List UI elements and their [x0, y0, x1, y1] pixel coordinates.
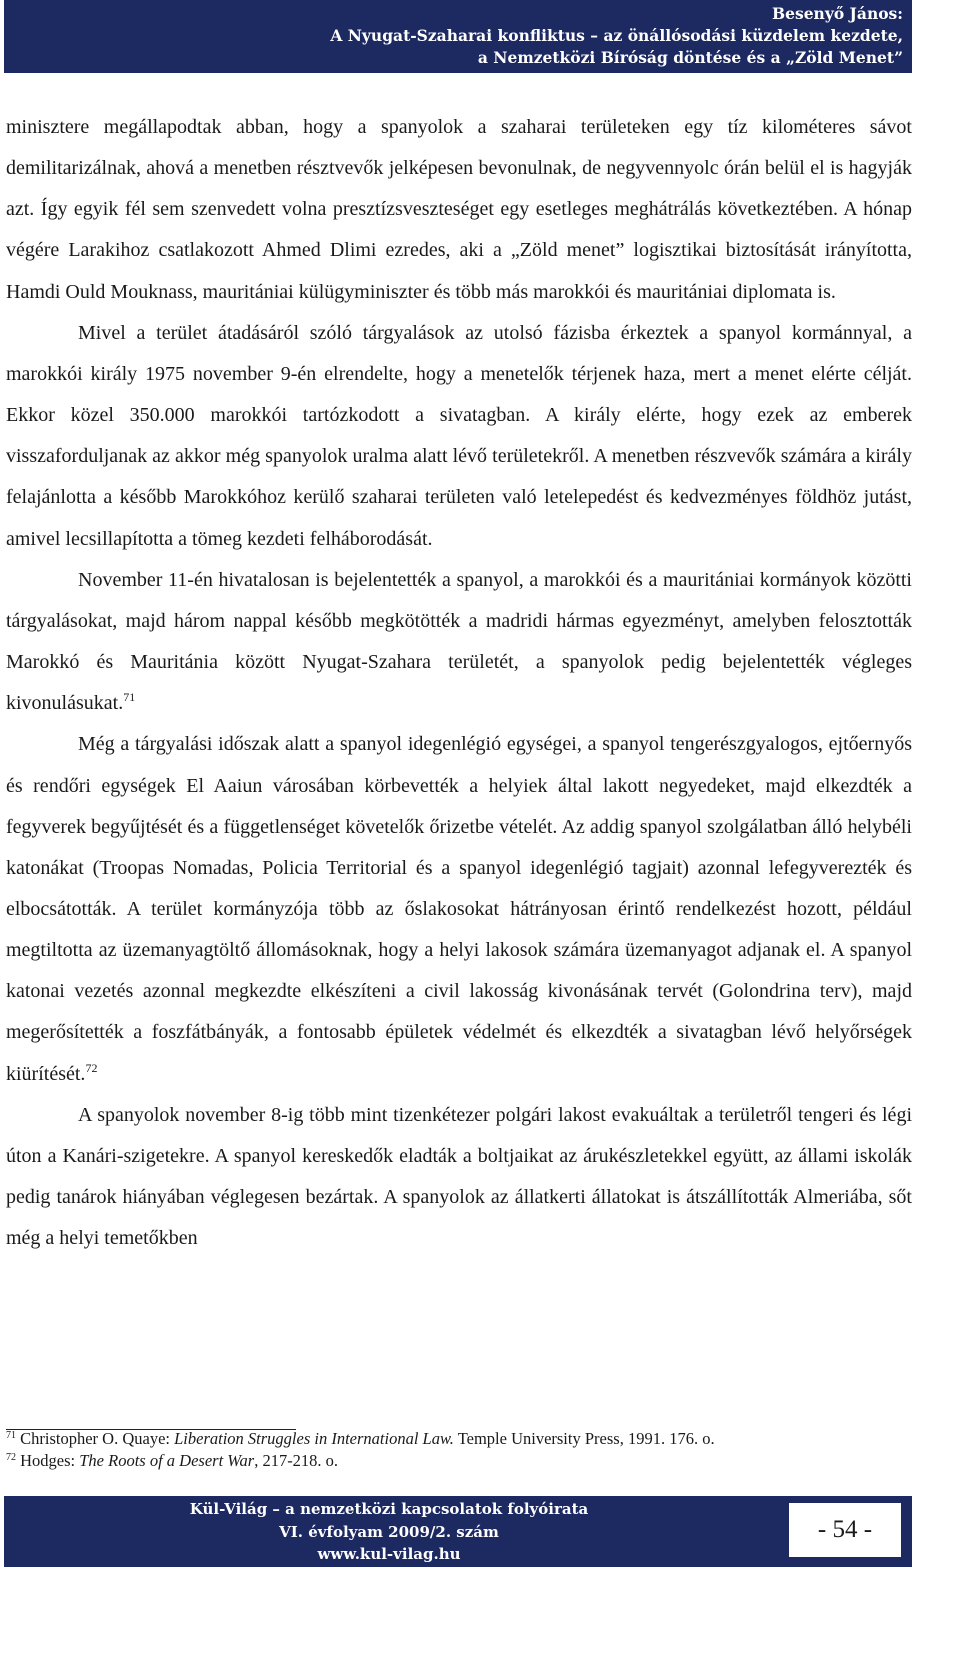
- footnote-author: Hodges:: [20, 1451, 80, 1470]
- footnote-number: 72: [6, 1452, 16, 1463]
- paragraph-3: [6, 560, 912, 725]
- paragraph-3-text: November 11-én hivatalosan is bejelentették a spanyol, a marokkói és a mauritániai kormányok közötti tárgyalásokat, majd három nappal később megkötötték a madridi hármas egyezményt, amelyben felosztották Marokkó és Mauritánia között Nyugat-Szahara területét, a spanyolok pedig bejelentették végleges kivonulásukat.: [6, 568, 912, 715]
- paragraph-4-text: Még a tárgyalási időszak alatt a spanyol idegenlégió egységei, a spanyol tengerészgyalogos, ejtőernyős és rendőri egységek El Aaiun városában körbevették a helyiek által lakott negyedeket, majd elkezdték a fegyverek begyűjtését és a függetlenséget követelők őrizetbe vételét. Az addig spanyol szolgálatban álló helybéli katonákat (Troopas Nomadas, Policia Territorial és a spanyol idegenlégió tagjait) azonnal lefegyverezték és elbocsátották. A terület kormányzója több az őslakosokat hátrányosan érintő rendelkezést hozott, például megtiltotta az üzemanyagtöltő állomásoknak, hogy a helyi lakosok számára üzemanyagot adjanak el. A spanyol katonai vezetés azonnal megkezdte elkészíteni a civil lakosság kivonásának tervét (Golondrina terv), majd megerősítették a foszfátbányák, a fontosabb épületek védelmét és elkezdték a sivatagban lévő helyőrségek kiürítését.: [6, 733, 912, 1085]
- paragraph-5: A spanyolok november 8-ig több mint tizenkétezer polgári lakost evakuáltak a területről tengeri és légi úton a Kanári-szigetekre. A spanyol kereskedők eladták a boltjaikat az árukészletekkel együtt, az állami iskolák pedig tanárok hiányában véglegesen bezártak. A spanyolok az állatkerti állatokat is átszállították Almeriába, sőt még a helyi temetőkben: [6, 1103, 912, 1250]
- footnote-number: 71: [6, 1430, 16, 1441]
- journal-info: [4, 1496, 774, 1566]
- footnote-publication: Temple University Press, 1991. 176. o.: [453, 1429, 715, 1448]
- page-number: - 54 -: [789, 1503, 901, 1557]
- journal-issue: VI. évfolyam 2009/2. szám: [279, 1522, 499, 1541]
- footnote-book-title: The Roots of a Desert War: [79, 1451, 255, 1470]
- paragraph-1: minisztere megállapodtak abban, hogy a spanyolok a szaharai területeken egy tíz kilométeres sávot demilitarizálnak, ahová a menetben résztvevők jelképesen bevonulnak, de negyvennyolc órán belül el is hagyják azt. Így egyik fél sem szenvedett volna presztízsveszteséget egy esetleges meghátrálás következtében. A hónap végére Larakihoz csatlakozott Ahmed Dlimi ezredes, aki a „Zöld menet” logisztikai biztosítását irányította, Hamdi Ould Mouknass, mauritániai külügyminiszter és több más marokkói és mauritániai diplomata is.: [6, 116, 912, 303]
- footnote-publication: , 217-218. o.: [254, 1451, 339, 1470]
- footnote-72: [6, 1450, 912, 1472]
- footnote-author: Christopher O. Quaye:: [20, 1429, 175, 1448]
- header-author: Besenyő János:: [772, 4, 903, 23]
- footnote-ref-71[interactable]: 71: [123, 690, 136, 705]
- header-title-line-2: a Nemzetközi Bíróság döntése és a „Zöld Menet”: [477, 48, 903, 67]
- footnote-71: [6, 1428, 912, 1450]
- header-title-line-1: A Nyugat-Szaharai konfliktus – az önállósodási küzdelem kezdete,: [330, 26, 903, 45]
- footnote-ref-72[interactable]: 72: [85, 1060, 98, 1075]
- article-body: [6, 107, 912, 1259]
- paragraph-4: [6, 724, 912, 1094]
- journal-name: Kül-Világ – a nemzetközi kapcsolatok folyóirata: [189, 1500, 589, 1518]
- journal-url[interactable]: www.kul-vilag.hu: [317, 1545, 461, 1563]
- page-footer: [4, 1496, 912, 1567]
- paragraph-2: Mivel a terület átadásáról szóló tárgyalások az utolsó fázisba érkeztek a spanyol kormánnyal, a marokkói király 1975 november 9-én elrendelte, hogy a menetelők térjenek haza, mert a menet elérte célját. Ekkor közel 350.000 marokkói tartózkodott a sivatagban. A király elérte, hogy ezek az emberek visszaforduljanak az akkor még spanyolok uralma alatt lévő területekről. A menetben részvevők számára a király felajánlotta a később Marokkóhoz kerülő szaharai területen való letelepedést és kedvezményes földhöz jutást, amivel lecsillapította a tömeg kezdeti felháborodását.: [6, 321, 912, 550]
- footnote-book-title: Liberation Struggles in International Law.: [174, 1429, 454, 1448]
- page-header: [4, 0, 912, 73]
